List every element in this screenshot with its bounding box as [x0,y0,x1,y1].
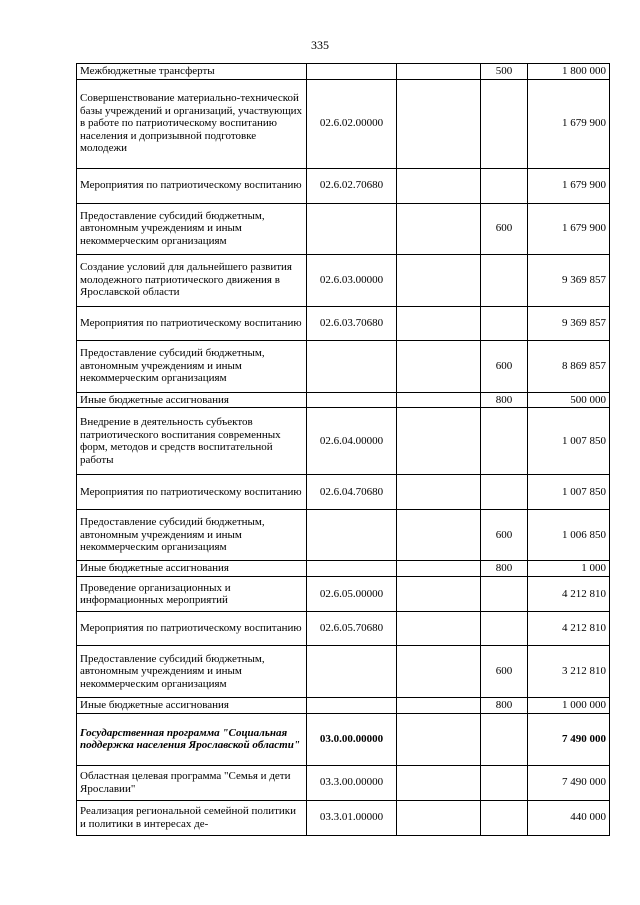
row-empty-cell [397,408,481,475]
table-row [77,646,610,698]
row-amount-cell: 1 007 850 [528,408,610,475]
table-row [77,306,610,340]
row-empty-cell [397,765,481,800]
row-code-cell: 03.3.00.00000 [307,765,397,800]
table-row [77,168,610,203]
table-row [77,475,610,510]
row-name-cell: Создание условий для дальнейшего развития молодежного патриотического движения в Ярославской области [77,254,307,306]
row-code-cell [307,510,397,561]
row-code-cell: 02.6.04.70680 [307,475,397,510]
table-row [77,203,610,254]
row-code-cell: 02.6.04.00000 [307,408,397,475]
row-type-cell: 600 [481,510,528,561]
row-amount-cell: 1 000 [528,561,610,577]
row-code-cell: 02.6.02.70680 [307,168,397,203]
table-row [77,254,610,306]
table-row [77,79,610,168]
row-type-cell [481,306,528,340]
row-name-cell: Государственная программа "Социальная поддержка населения Ярославской области" [77,713,307,765]
row-amount-cell: 1 679 900 [528,168,610,203]
row-type-cell [481,408,528,475]
row-empty-cell [397,475,481,510]
row-empty-cell [397,713,481,765]
row-name-cell: Предоставление субсидий бюджетным, автономным учреждениям и иным некоммерческим организациям [77,510,307,561]
row-name-cell: Мероприятия по патриотическому воспитанию [77,168,307,203]
row-name-cell: Иные бюджетные ассигнования [77,392,307,408]
row-empty-cell [397,392,481,408]
table-row [77,561,610,577]
row-name-cell: Областная целевая программа "Семья и дети Ярославии" [77,765,307,800]
row-code-cell: 03.3.01.00000 [307,800,397,835]
row-name-cell: Иные бюджетные ассигнования [77,561,307,577]
row-amount-cell: 8 869 857 [528,340,610,392]
row-amount-cell: 7 490 000 [528,713,610,765]
row-amount-cell: 3 212 810 [528,646,610,698]
row-code-cell: 03.0.00.00000 [307,713,397,765]
row-amount-cell: 1 006 850 [528,510,610,561]
row-code-cell [307,203,397,254]
row-type-cell [481,475,528,510]
row-name-cell: Межбюджетные трансферты [77,64,307,80]
row-empty-cell [397,698,481,714]
row-name-cell: Предоставление субсидий бюджетным, автономным учреждениям и иным некоммерческим организациям [77,340,307,392]
row-empty-cell [397,306,481,340]
table-row [77,510,610,561]
row-name-cell: Иные бюджетные ассигнования [77,698,307,714]
row-code-cell [307,646,397,698]
row-code-cell: 02.6.02.00000 [307,79,397,168]
row-empty-cell [397,612,481,646]
table-row [77,64,610,80]
table-row [77,800,610,835]
row-type-cell: 600 [481,646,528,698]
row-type-cell: 800 [481,561,528,577]
row-type-cell: 800 [481,698,528,714]
row-code-cell: 02.6.05.00000 [307,577,397,612]
row-empty-cell [397,168,481,203]
row-name-cell: Предоставление субсидий бюджетным, автономным учреждениям и иным некоммерческим организациям [77,646,307,698]
row-amount-cell: 500 000 [528,392,610,408]
row-name-cell: Внедрение в деятельность субъектов патриотического воспитания современных форм, методов и средств воспитательной работы [77,408,307,475]
row-amount-cell: 4 212 810 [528,577,610,612]
row-code-cell [307,340,397,392]
row-empty-cell [397,510,481,561]
row-name-cell: Совершенствование материально-технической базы учреждений и организаций, участвующих в работе по патриотическому воспитанию населения и допризывной подготовке молодежи [77,79,307,168]
row-empty-cell [397,64,481,80]
row-type-cell: 500 [481,64,528,80]
row-amount-cell: 1 679 900 [528,79,610,168]
row-amount-cell: 9 369 857 [528,306,610,340]
row-code-cell [307,392,397,408]
row-code-cell [307,561,397,577]
row-name-cell: Мероприятия по патриотическому воспитанию [77,475,307,510]
row-code-cell: 02.6.03.00000 [307,254,397,306]
row-empty-cell [397,800,481,835]
row-type-cell [481,254,528,306]
row-type-cell [481,800,528,835]
table-row [77,408,610,475]
row-amount-cell: 1 007 850 [528,475,610,510]
table-row [77,577,610,612]
row-amount-cell: 1 800 000 [528,64,610,80]
row-amount-cell: 1 000 000 [528,698,610,714]
budget-table [76,63,610,836]
row-code-cell: 02.6.03.70680 [307,306,397,340]
table-row [77,765,610,800]
row-name-cell: Мероприятия по патриотическому воспитанию [77,612,307,646]
row-empty-cell [397,577,481,612]
row-type-cell [481,713,528,765]
row-code-cell [307,64,397,80]
row-type-cell [481,612,528,646]
row-amount-cell: 9 369 857 [528,254,610,306]
row-type-cell [481,577,528,612]
row-amount-cell: 1 679 900 [528,203,610,254]
row-amount-cell: 440 000 [528,800,610,835]
row-code-cell [307,698,397,714]
row-name-cell: Реализация региональной семейной политики и политики в интересах де- [77,800,307,835]
table-row [77,612,610,646]
row-name-cell: Предоставление субсидий бюджетным, автономным учреждениям и иным некоммерческим организациям [77,203,307,254]
row-type-cell [481,79,528,168]
row-empty-cell [397,561,481,577]
table-row [77,392,610,408]
table-row [77,698,610,714]
row-code-cell: 02.6.05.70680 [307,612,397,646]
row-type-cell: 600 [481,203,528,254]
table-row [77,713,610,765]
row-name-cell: Мероприятия по патриотическому воспитанию [77,306,307,340]
table-row [77,340,610,392]
row-type-cell [481,168,528,203]
row-type-cell: 800 [481,392,528,408]
row-amount-cell: 4 212 810 [528,612,610,646]
row-name-cell: Проведение организационных и информационных мероприятий [77,577,307,612]
row-amount-cell: 7 490 000 [528,765,610,800]
page-number: 335 [311,38,329,52]
table-body [77,64,610,836]
row-empty-cell [397,340,481,392]
row-empty-cell [397,203,481,254]
row-type-cell [481,765,528,800]
row-type-cell: 600 [481,340,528,392]
row-empty-cell [397,79,481,168]
row-empty-cell [397,254,481,306]
row-empty-cell [397,646,481,698]
